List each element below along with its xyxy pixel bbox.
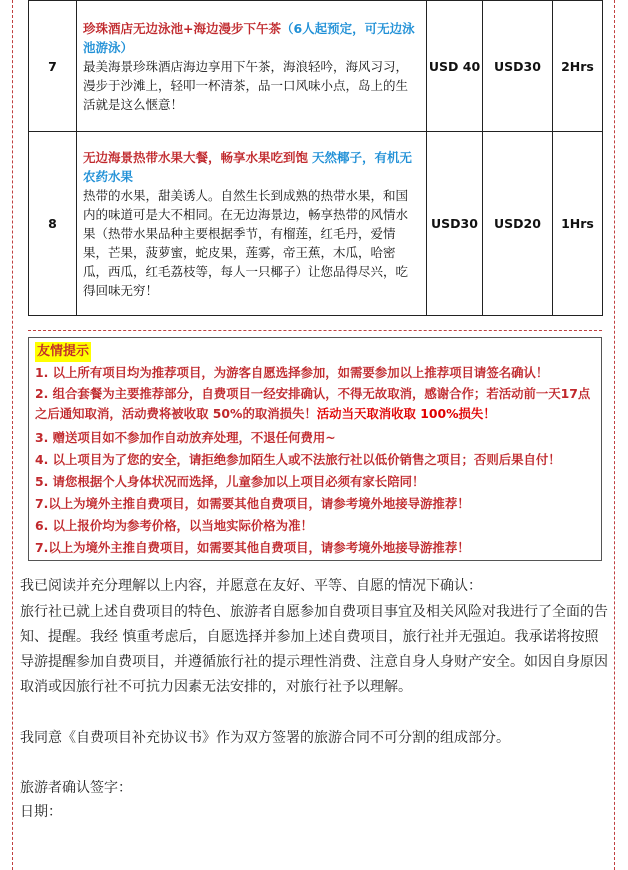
table-row — [29, 1, 603, 132]
section-divider — [28, 330, 602, 331]
notice-box — [28, 337, 602, 561]
row-description — [77, 1, 427, 132]
row-subtitle: 天然椰子，有机无农药水果 — [83, 149, 413, 184]
row-number: 7 — [29, 1, 77, 132]
row-number: 8 — [29, 132, 77, 316]
price-b: USD30 — [483, 1, 553, 132]
notice-line-8: 7.以上为境外主推自费项目，如需要其他自费项目，请参考境外地接导游推荐！ — [35, 540, 470, 555]
items-table — [28, 0, 603, 316]
notice-line-2-text: 2. 组合套餐为主要推荐部分，自费项目一经安排确认，不得无故取消，感谢合作；若活动前一天17点之后通知取消，活动费将被收取 50%的取消损失！ — [35, 386, 591, 421]
margin-guide-left — [12, 0, 13, 870]
duration: 2Hrs — [553, 1, 603, 132]
agreement-body: 旅行社已就上述自费项目的特色、旅游者自愿参加自费项目事宜及相关风险对我进行了全面的告知、提醒。我经 慎重考虑后，自愿选择并参加上述自费项目，旅行社并无强迫。我承诺将按照导游提醒参加自费项目，并遵循旅行社的提示理性消费、注意自身人身财产安全。如因自身原因取消或因旅行社不可抗力因素无法安排的，对旅行社予以理解。 — [20, 604, 608, 695]
price-a: USD30 — [427, 132, 483, 316]
table-row — [29, 132, 603, 316]
agreement-consent: 我同意《自费项目补充协议书》作为双方签署的旅游合同不可分割的组成部分。 — [20, 730, 510, 746]
row-subtitle: （6人起预定，可无边泳池游泳） — [83, 20, 415, 55]
notice-line-2 — [35, 384, 595, 424]
notice-title: 友情提示 — [35, 342, 91, 362]
row-title: 无边海景热带水果大餐，畅享水果吃到饱 — [83, 149, 309, 165]
notice-line-4: 4. 以上项目为了您的安全，请拒绝参加陌生人或不法旅行社以低价销售之项目；否则后果自付！ — [35, 452, 561, 467]
notice-line-2-warning: 活动当天取消收取 100%损失！ — [316, 406, 496, 421]
date-label: 日期： — [20, 804, 62, 820]
row-description — [77, 132, 427, 316]
notice-line-3: 3. 赠送项目如不参加作自动放弃处理，不退任何费用~ — [35, 430, 336, 445]
signature-label: 旅游者确认签字： — [20, 780, 132, 796]
margin-guide-right — [614, 0, 615, 870]
row-detail: 热带的水果，甜美诱人。自然生长到成熟的热带水果，和国内的味道可是大不相同。在无边海景边，畅享热带的风情水果（热带水果品种主要根据季节，有榴莲，红毛丹，爱情果，芒果，菠萝蜜，蛇皮果，莲雾，帝王蕉，木瓜，哈密瓜，西瓜，红毛荔枝等，每人一只椰子）让您品得尽兴，吃得回味无穷！ — [83, 187, 409, 298]
notice-line-6: 7.以上为境外主推自费项目，如需要其他自费项目，请参考境外地接导游推荐！ — [35, 496, 470, 511]
row-title: 珍珠酒店无边泳池+海边漫步下午茶 — [83, 20, 281, 36]
notice-line-7: 6. 以上报价均为参考价格，以当地实际价格为准！ — [35, 518, 313, 533]
row-detail: 最美海景珍珠酒店海边享用下午茶，海浪轻吟，海风习习，漫步于沙滩上，轻叩一杯清茶，品一口风味小点，岛上的生活就是这么惬意！ — [83, 58, 409, 112]
notice-line-1: 1. 以上所有项目均为推荐项目，为游客自愿选择参加，如需要参加以上推荐项目请签名确认！ — [35, 365, 549, 380]
agreement-intro: 我已阅读并充分理解以上内容，并愿意在友好、平等、自愿的情况下确认： — [20, 578, 482, 594]
duration: 1Hrs — [553, 132, 603, 316]
price-a: USD 40 — [427, 1, 483, 132]
price-b: USD20 — [483, 132, 553, 316]
notice-line-5: 5. 请您根据个人身体状况而选择，儿童参加以上项目必须有家长陪同！ — [35, 474, 425, 489]
